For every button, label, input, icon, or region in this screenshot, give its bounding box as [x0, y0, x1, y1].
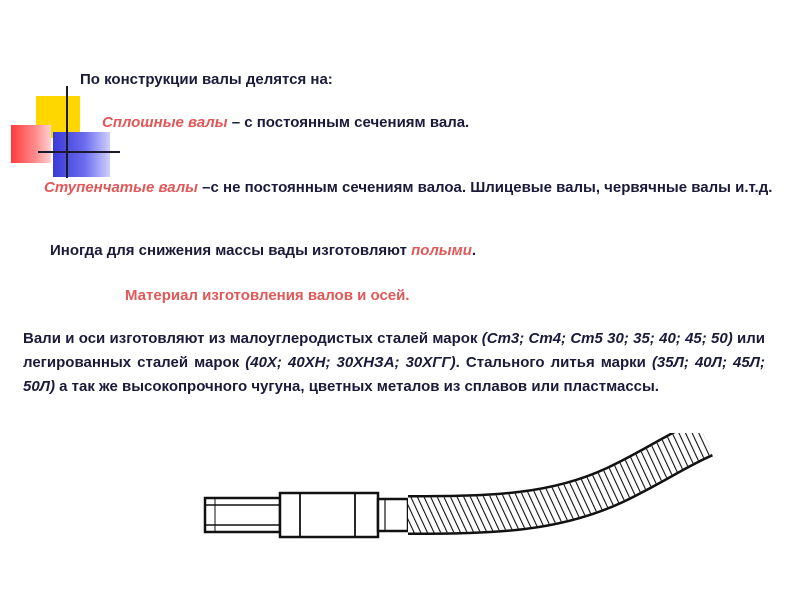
decor-vertical-line	[66, 86, 68, 178]
flexible-shaft-drawing	[195, 433, 785, 600]
decor-blue-square	[53, 132, 110, 177]
para-text-3: . Стального литья марки	[455, 354, 652, 371]
decor-red-square	[11, 125, 51, 163]
hollow-shafts-line	[50, 240, 476, 262]
decor-horizontal-line	[38, 151, 120, 153]
hollow-suffix: .	[471, 242, 477, 259]
stepped-shafts-term: Ступенчатые валы	[44, 179, 203, 196]
material-heading: Материал изготовления валов и осей.	[125, 287, 410, 304]
slide-heading: По конструкции валы делятся на:	[80, 71, 333, 88]
para-steel-grades: (Ст3; Ст4; Ст5 30; 35; 40; 45; 50)	[481, 330, 733, 347]
para-text-1: Вали и оси изготовляют из малоуглеродистых сталей марок	[23, 330, 482, 347]
solid-shafts-desc: – с постоянным сечениям вала.	[231, 114, 470, 131]
materials-paragraph	[23, 327, 765, 399]
shaft-coupling	[280, 493, 408, 537]
para-text-4: а так же высокопрочного чугуна, цветных металов из сплавов или пластмассы.	[55, 378, 659, 395]
hollow-highlight: полыми	[411, 242, 472, 259]
stepped-shafts-line	[44, 177, 778, 199]
para-cast-grades: (35Л; 40Л; 45Л; 50Л)	[23, 354, 765, 395]
para-alloy-grades: (40Х; 40ХН; 30ХНЗА; 30ХГГ)	[245, 354, 456, 371]
solid-shafts-line	[102, 112, 469, 134]
shaft-tube	[205, 498, 280, 532]
solid-shafts-term: Сплошные валы	[102, 114, 232, 131]
stepped-shafts-desc: –с не постоянным сечениям валоа. Шлицевые валы, червячные валы и.т.д.	[202, 179, 773, 196]
hollow-prefix: Иногда для снижения массы вады изготовляют	[50, 242, 412, 259]
para-text-2: или легированных сталей марок	[23, 330, 765, 371]
